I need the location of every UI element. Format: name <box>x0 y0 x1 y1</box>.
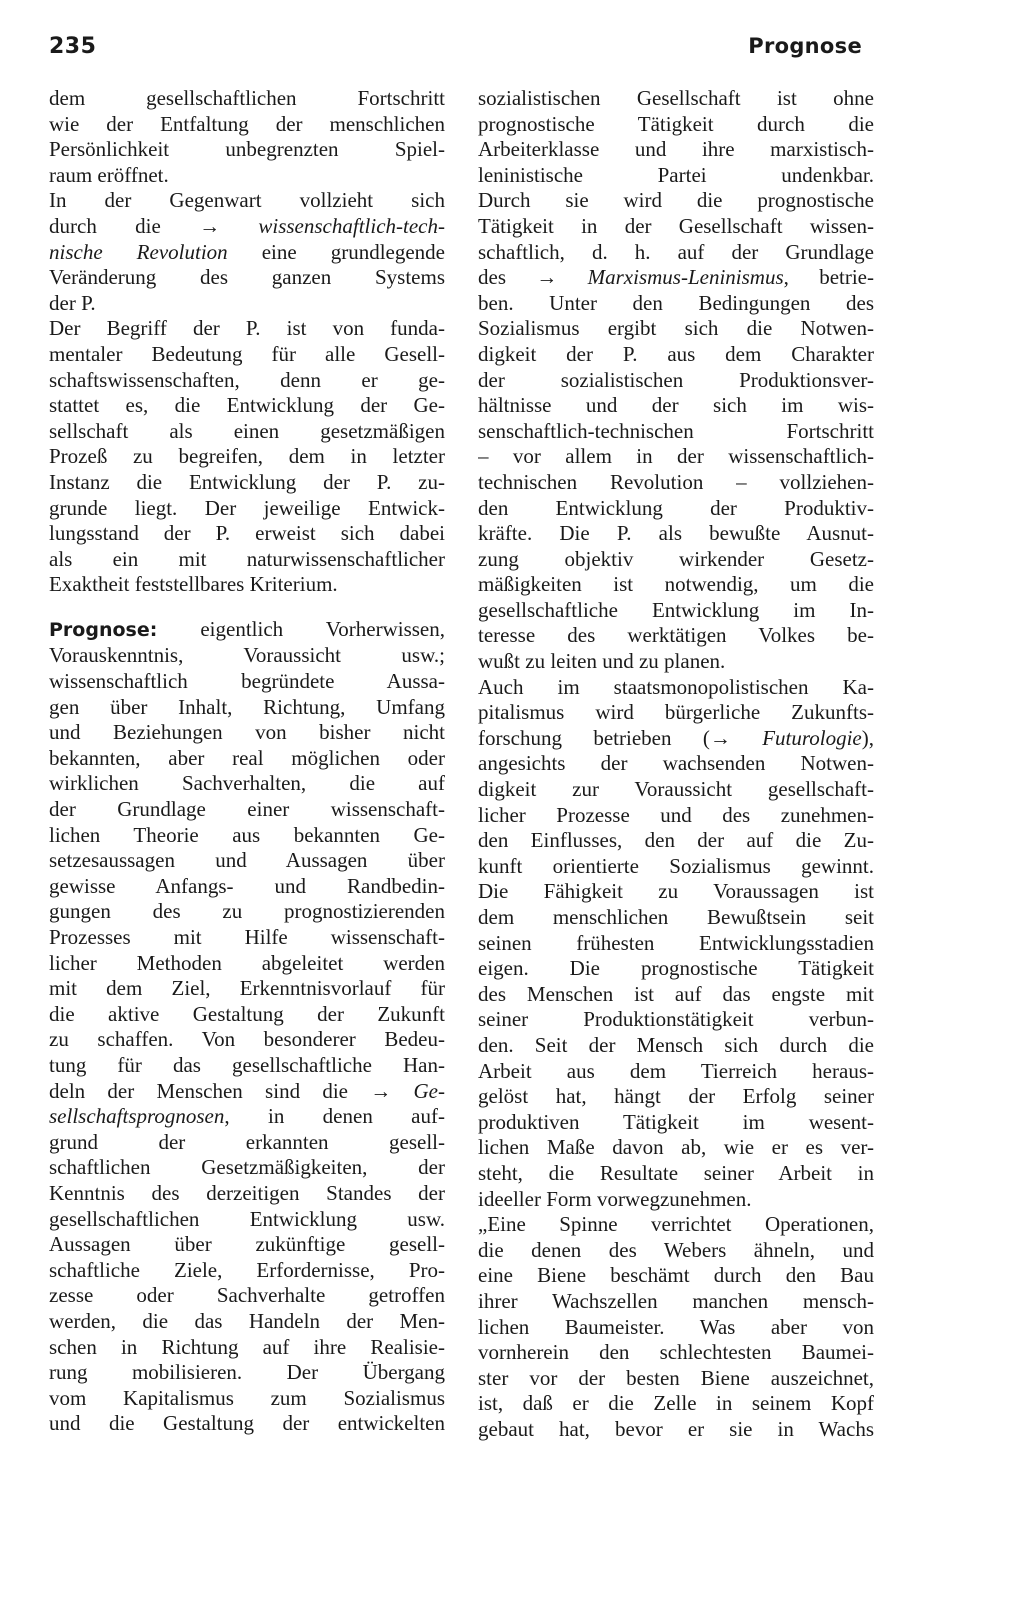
text-segment: schaftswissenschaften, denn er ge- <box>49 367 445 392</box>
text-segment: digkeit zur Voraussicht gesellschaft- <box>478 777 874 802</box>
cross-reference: nische Revolution <box>49 239 228 264</box>
text-line <box>49 496 445 522</box>
text-segment: Der Begriff der P. ist von funda- <box>49 316 445 341</box>
text-segment: bekannten, aber real möglichen oder <box>49 745 445 770</box>
text-line <box>49 1386 445 1412</box>
text-segment: Prozesses mit Hilfe wissenschaft- <box>49 925 445 949</box>
text-segment: lungsstand der P. erweist sich dabei <box>49 521 445 546</box>
text-line <box>478 803 874 829</box>
text-line <box>478 879 874 905</box>
text-segment: grund der erkannten gesell- <box>49 1129 445 1154</box>
text-line <box>478 265 874 291</box>
text-segment: eine Biene beschämt durch den Bau <box>478 1263 874 1288</box>
text-segment: In der Gegenwart vollzieht sich <box>49 188 445 213</box>
text-segment: mäßigkeiten ist notwendig, um die <box>478 572 874 597</box>
text-line <box>49 617 445 644</box>
text-line <box>478 521 874 547</box>
text-line <box>49 1360 445 1386</box>
cross-reference: wissenschaftlich-tech- <box>258 213 445 238</box>
text-line <box>49 1207 445 1233</box>
text-line <box>478 1315 874 1341</box>
text-line <box>49 188 445 214</box>
text-line <box>478 316 874 342</box>
text-segment: sozialistischen Gesellschaft ist ohne <box>478 86 874 110</box>
text-segment: raum eröffnet. <box>49 162 169 187</box>
text-line <box>478 188 874 214</box>
text-line <box>478 419 874 445</box>
text-line <box>478 1238 874 1264</box>
text-line <box>478 496 874 522</box>
text-line <box>478 393 874 419</box>
text-segment: prognostische Tätigkeit durch die <box>478 111 874 136</box>
text-line <box>478 86 874 112</box>
text-segment: werden, die das Handeln der Men- <box>49 1308 445 1333</box>
text-line <box>478 649 874 675</box>
text-line <box>478 444 874 470</box>
text-line <box>49 976 445 1002</box>
text-line <box>49 316 445 342</box>
text-line <box>478 1391 874 1417</box>
text-line <box>49 823 445 849</box>
text-segment: vornherein den schlechtesten Baumei- <box>478 1340 874 1365</box>
text-line <box>49 419 445 445</box>
text-line <box>478 700 874 726</box>
text-line <box>478 291 874 317</box>
text-segment: stattet es, die Entwicklung der Ge- <box>49 393 445 418</box>
text-segment: , in denen auf- <box>224 1104 445 1129</box>
text-segment: seiner Produktionstätigkeit verbun- <box>478 1007 874 1032</box>
text-line <box>478 137 874 163</box>
text-segment: Auch im staatsmonopolistischen Ka- <box>478 674 874 699</box>
text-line <box>49 521 445 547</box>
text-segment: Arbeiterklasse und ihre marxistisch- <box>478 137 874 162</box>
text-segment: setzesaussagen und Aussagen über <box>49 848 445 873</box>
text-line <box>49 951 445 977</box>
text-segment: technischen Revolution – vollziehen- <box>478 469 874 494</box>
text-segment: Kenntnis des derzeitigen Standes der <box>49 1180 445 1205</box>
text-line <box>49 1258 445 1284</box>
text-line <box>478 1084 874 1110</box>
text-segment: Veränderung des ganzen Systems <box>49 265 445 290</box>
text-line <box>478 1289 874 1315</box>
text-line <box>478 470 874 496</box>
text-line <box>49 572 445 598</box>
text-line <box>478 572 874 598</box>
text-segment: forschung betrieben (→ <box>478 725 763 750</box>
text-line <box>49 342 445 368</box>
text-segment: teresse des werktätigen Volkes be- <box>478 623 874 648</box>
text-segment: Vorauskenntnis, Voraussicht usw.; <box>49 643 445 668</box>
text-line <box>49 265 445 291</box>
text-line <box>478 777 874 803</box>
text-line <box>478 1212 874 1238</box>
text-line <box>49 112 445 138</box>
text-segment: Die Fähigkeit zu Voraussagen ist <box>478 879 874 904</box>
text-segment: schen in Richtung auf ihre Realisie- <box>49 1334 445 1359</box>
text-segment: schaftlichen Gesetzmäßigkeiten, der <box>49 1155 445 1180</box>
text-segment: Tätigkeit in der Gesellschaft wissen- <box>478 213 874 238</box>
text-line <box>49 368 445 394</box>
right-column <box>478 86 874 1442</box>
text-line <box>49 1283 445 1309</box>
cross-reference: sellschaftsprognosen <box>49 1104 225 1129</box>
text-segment: wirklichen Sachverhalten, die auf <box>49 771 445 796</box>
entry-gap <box>49 598 445 617</box>
text-segment: senschaftlich-technischen Fortschritt <box>478 418 874 443</box>
text-line <box>49 1309 445 1335</box>
text-segment: seinen frühesten Entwicklungsstadien <box>478 930 874 955</box>
text-segment: schaftlich, d. h. auf der Grundlage <box>478 239 874 264</box>
text-line <box>49 1002 445 1028</box>
text-line <box>49 1155 445 1181</box>
text-line <box>478 112 874 138</box>
text-line <box>49 1104 445 1130</box>
text-line <box>49 291 445 317</box>
entry-prognose <box>49 617 445 1437</box>
text-line <box>478 1340 874 1366</box>
text-line <box>478 854 874 880</box>
text-segment: Persönlichkeit unbegrenzten Spiel- <box>49 137 445 162</box>
entry-headword: Prognose: <box>49 618 158 641</box>
text-segment: „Eine Spinne verrichtet Operationen, <box>478 1212 874 1237</box>
text-line <box>49 874 445 900</box>
text-segment: den Einflusses, den der auf die Zu- <box>478 828 874 853</box>
running-head: Prognose <box>748 34 862 58</box>
text-segment: zung objektiv wirkender Gesetz- <box>478 546 874 571</box>
text-segment: gungen des zu prognostizierenden <box>49 899 445 924</box>
text-line <box>49 214 445 240</box>
text-segment: licher Methoden abgeleitet werden <box>49 950 445 975</box>
text-line <box>49 899 445 925</box>
text-line <box>49 240 445 266</box>
text-segment: eigentlich Vorherwissen, <box>157 616 445 641</box>
text-segment: pitalismus wird bürgerliche Zukunfts- <box>478 700 874 725</box>
text-line <box>49 695 445 721</box>
text-line <box>49 669 445 695</box>
text-line <box>49 925 445 951</box>
text-segment: schaftliche Ziele, Erfordernisse, Pro- <box>49 1257 445 1282</box>
continued-paragraphs <box>49 86 445 598</box>
text-segment: – vor allem in der wissenschaftlich- <box>478 444 874 469</box>
cross-reference: Marxismus-Leninismus <box>587 265 784 290</box>
text-segment: produktiven Tätigkeit im wesent- <box>478 1109 874 1134</box>
text-segment: gelöst hat, hängt der Erfolg seiner <box>478 1084 874 1109</box>
text-segment: digkeit der P. aus dem Charakter <box>478 341 874 366</box>
text-segment: Aussagen über zukünftige gesell- <box>49 1232 445 1257</box>
text-segment: rung mobilisieren. Der Übergang <box>49 1360 445 1385</box>
text-segment: wußt zu leiten und zu planen. <box>478 649 726 674</box>
text-segment: Durch sie wird die prognostische <box>478 188 874 213</box>
text-segment: mentaler Bedeutung für alle Gesell- <box>49 341 445 366</box>
text-line <box>49 848 445 874</box>
text-segment: zesse oder Sachverhalte getroffen <box>49 1283 445 1308</box>
text-segment: gen über Inhalt, Richtung, Umfang <box>49 694 445 719</box>
page-number: 235 <box>49 34 97 59</box>
text-line <box>478 675 874 701</box>
text-line <box>49 1053 445 1079</box>
text-segment: der Grundlage einer wissenschaft- <box>49 797 445 822</box>
text-segment: dem menschlichen Bewußtsein seit <box>478 905 874 929</box>
text-line <box>478 751 874 777</box>
text-segment: ben. Unter den Bedingungen des <box>478 290 874 315</box>
text-segment: der P. <box>49 290 96 315</box>
text-segment: den Entwicklung der Produktiv- <box>478 495 874 520</box>
text-segment: lichen Baumeister. Was aber von <box>478 1314 874 1339</box>
text-line <box>478 1007 874 1033</box>
text-line <box>49 1027 445 1053</box>
text-segment: gesellschaftliche Entwicklung im In- <box>478 597 874 622</box>
text-segment: zu schaffen. Von besonderer Bedeu- <box>49 1027 445 1052</box>
text-line <box>478 1110 874 1136</box>
text-segment: lichen Maße davon ab, wie er es ver- <box>478 1135 874 1160</box>
text-segment: als ein mit naturwissenschaftlicher <box>49 546 445 571</box>
text-line <box>478 214 874 240</box>
text-line <box>478 982 874 1008</box>
text-line <box>49 797 445 823</box>
text-segment: ster vor der besten Biene auszeichnet, <box>478 1365 874 1390</box>
text-segment: licher Prozesse und des zunehmen- <box>478 802 874 827</box>
text-segment: Exaktheit feststellbares Kriterium. <box>49 572 338 597</box>
text-segment: steht, die Resultate seiner Arbeit in <box>478 1160 874 1185</box>
text-line <box>478 1187 874 1213</box>
text-segment: kräfte. Die P. als bewußte Ausnut- <box>478 521 874 546</box>
text-segment: Arbeit aus dem Tierreich heraus- <box>478 1058 874 1083</box>
text-segment: ), <box>861 725 874 750</box>
text-line <box>49 86 445 112</box>
text-line <box>49 547 445 573</box>
text-segment: des → <box>478 265 588 290</box>
text-segment: und die Gestaltung der entwickelten <box>49 1411 445 1436</box>
text-segment: grunde liegt. Der jeweilige Entwick- <box>49 495 445 520</box>
text-segment: durch die → <box>49 213 259 238</box>
text-line <box>478 726 874 752</box>
text-segment: die denen des Webers ähneln, und <box>478 1237 874 1262</box>
text-line <box>49 137 445 163</box>
text-line <box>478 163 874 189</box>
text-line <box>49 1181 445 1207</box>
text-line <box>478 1135 874 1161</box>
text-line <box>49 720 445 746</box>
text-line <box>478 1033 874 1059</box>
text-line <box>49 746 445 772</box>
text-segment: die aktive Gestaltung der Zukunft <box>49 1001 445 1026</box>
text-segment: wissenschaftlich begründete Aussa- <box>49 669 445 694</box>
text-segment: der sozialistischen Produktionsver- <box>478 367 874 392</box>
text-line <box>49 163 445 189</box>
text-line <box>49 1232 445 1258</box>
text-line <box>49 470 445 496</box>
text-segment: deln der Menschen sind die → <box>49 1078 414 1103</box>
text-segment: und Beziehungen von bisher nicht <box>49 720 445 745</box>
text-segment: eine grundlegende <box>227 239 445 264</box>
text-segment: gebaut hat, bevor er sie in Wachs <box>478 1416 874 1441</box>
cross-reference: Futurologie <box>762 725 862 750</box>
text-line <box>478 828 874 854</box>
text-line <box>478 1417 874 1443</box>
text-segment: gewisse Anfangs- und Randbedin- <box>49 873 445 898</box>
text-segment: Sozialismus ergibt sich die Notwen- <box>478 316 874 341</box>
text-line <box>478 1263 874 1289</box>
text-segment: ideeller Form vorwegzunehmen. <box>478 1186 752 1211</box>
text-segment: den. Seit der Mensch sich durch die <box>478 1032 874 1057</box>
text-segment: ihrer Wachszellen manchen mensch- <box>478 1288 874 1313</box>
text-segment: ist, daß er die Zelle in seinem Kopf <box>478 1391 874 1416</box>
text-segment: tung für das gesellschaftliche Han- <box>49 1052 445 1077</box>
text-line <box>49 771 445 797</box>
text-line <box>49 1130 445 1156</box>
text-line <box>478 1366 874 1392</box>
text-line <box>478 598 874 624</box>
text-line <box>478 240 874 266</box>
text-segment: kunft orientierte Sozialismus gewinnt. <box>478 853 874 878</box>
text-segment: vom Kapitalismus zum Sozialismus <box>49 1385 445 1410</box>
left-column <box>49 86 445 1437</box>
text-segment: mit dem Ziel, Erkenntnisvorlauf für <box>49 976 445 1001</box>
text-line <box>478 342 874 368</box>
cross-reference: Ge- <box>413 1078 445 1103</box>
text-segment: gesellschaftlichen Entwicklung usw. <box>49 1206 445 1231</box>
text-segment: angesichts der wachsenden Notwen- <box>478 751 874 776</box>
text-line <box>49 643 445 669</box>
text-segment: hältnisse und der sich im wis- <box>478 393 874 418</box>
text-segment: des Menschen ist auf das engste mit <box>478 981 874 1006</box>
text-segment: lichen Theorie aus bekannten Ge- <box>49 822 445 847</box>
text-segment: wie der Entfaltung der menschlichen <box>49 111 445 136</box>
text-line <box>49 1335 445 1361</box>
text-line <box>478 1161 874 1187</box>
text-segment: leninistische Partei undenkbar. <box>478 162 874 187</box>
text-segment: , betrie- <box>783 265 874 290</box>
text-line <box>49 1411 445 1437</box>
text-line <box>478 905 874 931</box>
text-line <box>49 1079 445 1105</box>
text-line <box>478 368 874 394</box>
text-line <box>478 956 874 982</box>
text-line <box>478 623 874 649</box>
text-line <box>478 547 874 573</box>
text-line <box>478 931 874 957</box>
text-segment: sellschaft als einen gesetzmäßigen <box>49 418 445 443</box>
text-segment: Instanz die Entwicklung der P. zu- <box>49 469 445 494</box>
text-segment: Prozeß zu begreifen, dem in letzter <box>49 444 445 469</box>
text-line <box>478 1059 874 1085</box>
text-line <box>49 444 445 470</box>
text-segment: dem gesellschaftlichen Fortschritt <box>49 86 445 110</box>
text-line <box>49 393 445 419</box>
text-segment: eigen. Die prognostische Tätigkeit <box>478 956 874 981</box>
